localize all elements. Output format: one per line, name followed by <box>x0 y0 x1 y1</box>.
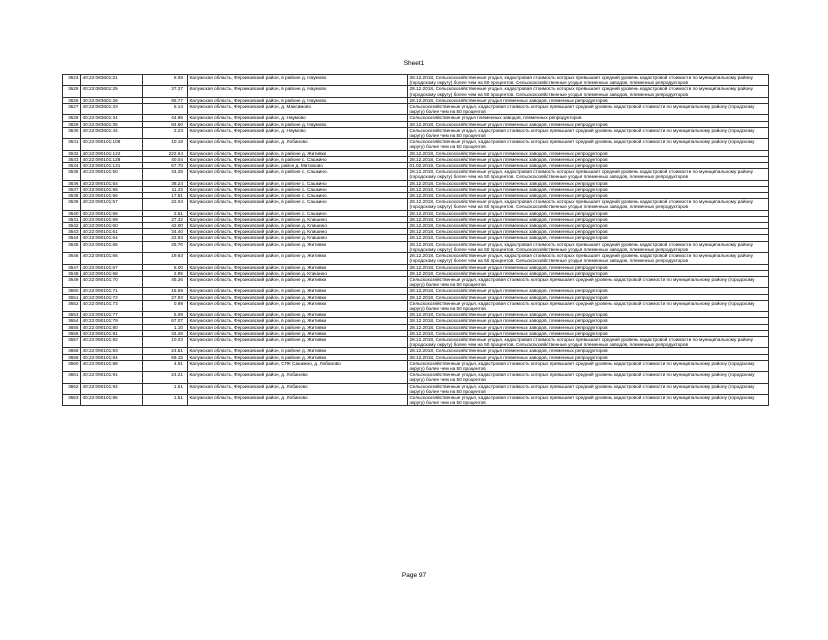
address-cell: Калужская область, Ферзиковский район, в районе с. Сашкино <box>188 186 408 192</box>
address-cell: Калужская область, Ферзиковский район, в районе д. Житивки <box>188 336 408 347</box>
cadastral-number-cell: 40:22:090101:128 <box>81 156 143 162</box>
description-cell: Сельскохозяйственные угодья, кадастровая стоимость которых превышает средний уровень кадастровой стоимости по муниципальному району (городскому округу) более чем на 50 процентов <box>408 300 769 311</box>
cadastral-number-cell: 40:22:090101:56 <box>81 193 143 199</box>
cadastral-number-cell: 40:22:090101:79 <box>81 318 143 324</box>
cadastral-number-cell: 40:22:090101:72 <box>81 294 143 300</box>
cadastral-number-cell: 40:22:090101:131 <box>81 163 143 169</box>
area-cell: 45.26 <box>143 276 188 287</box>
row-number-cell: 3628 <box>63 115 81 121</box>
row-number-cell: 3657 <box>63 336 81 347</box>
row-number-cell: 3633 <box>63 156 81 162</box>
row-number-cell: 3639 <box>63 199 81 210</box>
cadastral-number-cell: 40:22:090101:60 <box>81 223 143 229</box>
area-cell: 2.95 <box>143 270 188 276</box>
area-cell: 10.03 <box>143 336 188 347</box>
table-row <box>63 86 769 97</box>
cadastral-number-cell: 40:22:090101:64 <box>81 235 143 241</box>
area-cell: 44.95 <box>143 115 188 121</box>
cadastral-number-cell: 40:22:090101:68 <box>81 270 143 276</box>
table-row <box>63 276 769 287</box>
row-number-cell: 3632 <box>63 150 81 156</box>
address-cell: Калужская область, Ферзиковский район, в районе д. Наумово <box>188 86 408 97</box>
description-cell: 28.12.2018, Сельскохозяйственные угодья племенных заводов, племенных репродукторов <box>408 156 769 162</box>
table-row <box>63 169 769 180</box>
address-cell: Калужская область, Ферзиковский район, в районе д. Клишино <box>188 223 408 229</box>
description-cell: 28.12.2018, Сельскохозяйственные угодья племенных заводов, племенных репродукторов <box>408 235 769 241</box>
description-cell: 28.12.2018, Сельскохозяйственные угодья племенных заводов, племенных репродукторов <box>408 348 769 354</box>
row-number-cell: 3642 <box>63 223 81 229</box>
description-cell: Сельскохозяйственные угодья, кадастровая стоимость которых превышает средний уровень кадастровой стоимости по муниципальному району (городскому округу) более чем на 50 процентов <box>408 372 769 383</box>
address-cell: Калужская область, Ферзиковский район, в районе д. Наумово <box>188 75 408 86</box>
description-cell: 28.12.2018, Сельскохозяйственные угодья племенных заводов, племенных репродукторов <box>408 193 769 199</box>
address-cell: Калужская область, Ферзиковский район, в районе д. Клишино <box>188 216 408 222</box>
cadastral-number-cell: 40:22:090101:96 <box>81 394 143 405</box>
cadastral-number-cell: 40:22:090101:54 <box>81 180 143 186</box>
cadastral-number-cell: 40:22:090101:84 <box>81 354 143 360</box>
area-cell: 22.04 <box>143 199 188 210</box>
description-cell: 28.12.2018, Сельскохозяйственные угодья племенных заводов, племенных репродукторов <box>408 288 769 294</box>
area-cell: 34.40 <box>143 229 188 235</box>
area-cell: 6.08 <box>143 75 188 86</box>
cadastral-number-cell: 40:22:083601:26 <box>81 97 143 103</box>
address-cell: Калужская область, Ферзиковский район, д. Максимово <box>188 104 408 115</box>
row-number-cell: 3648 <box>63 270 81 276</box>
area-cell: 4.91 <box>143 360 188 371</box>
area-cell: 5.14 <box>143 104 188 115</box>
area-cell: 19.63 <box>143 253 188 264</box>
row-number-cell: 3655 <box>63 324 81 330</box>
description-cell: 28.12.2018, Сельскохозяйственные угодья племенных заводов, племенных репродукторов <box>408 180 769 186</box>
cadastral-number-cell: 40:22:090101:82 <box>81 336 143 347</box>
area-cell: 2.23 <box>143 127 188 138</box>
cadastral-number-cell: 40:22:090101:88 <box>81 360 143 371</box>
area-cell: 42.00 <box>143 223 188 229</box>
cadastral-number-cell: 40:22:083601:21 <box>81 75 143 86</box>
area-cell: 25.70 <box>143 241 188 252</box>
address-cell: Калужская область, Ферзиковский район, в районе с. Сашкино <box>188 180 408 186</box>
description-cell: 28.12.2018, Сельскохозяйственные угодья племенных заводов, племенных репродукторов <box>408 294 769 300</box>
area-cell: 1.51 <box>143 394 188 405</box>
row-number-cell: 3645 <box>63 241 81 252</box>
table-row <box>63 360 769 371</box>
area-cell: 2.61 <box>143 210 188 216</box>
address-cell: Калужская область, Ферзиковский район, в районе с. Сашкино <box>188 156 408 162</box>
address-cell: Калужская область, Ферзиковский район, в районе д. Клишино <box>188 235 408 241</box>
cadastral-number-cell: 40:22:090101:91 <box>81 372 143 383</box>
row-number-cell: 3640 <box>63 210 81 216</box>
area-cell: 11.43 <box>143 186 188 192</box>
address-cell: Калужская область, Ферзиковский район, в районе д. Клишино <box>188 229 408 235</box>
cadastral-number-cell: 40:22:090101:83 <box>81 348 143 354</box>
area-cell: 6.00 <box>143 264 188 270</box>
address-cell: Калужская область, Ферзиковский район, в районе д. Житивки <box>188 276 408 287</box>
cadastral-number-cell: 40:22:090101:70 <box>81 276 143 287</box>
address-cell: Калужская область, Ферзиковский район, д. Лобаново <box>188 394 408 405</box>
description-cell: 28.12.2018, Сельскохозяйственные угодья, кадастровая стоимость которых превышает средний уровень кадастровой стоимости по муниципальному району (городскому округу) более чем на 50 процентов. Сельскохозяйственные угодья племенных заводов, племенных репродукторов <box>408 169 769 180</box>
description-cell: 28.12.2018, Сельскохозяйственные угодья, кадастровая стоимость которых превышает средний уровень кадастровой стоимости по муниципальному району (городскому округу) более чем на 50 процентов. Сельскохозяйственные угодья племенных заводов, племенных репродукторов <box>408 241 769 252</box>
address-cell: Калужская область, Ферзиковский район, д. Лобаново <box>188 372 408 383</box>
table-row <box>63 127 769 138</box>
cadastral-number-cell: 40:22:090101:50 <box>81 169 143 180</box>
row-number-cell: 3647 <box>63 264 81 270</box>
area-cell: 0.89 <box>143 300 188 311</box>
address-cell: Калужская область, Ферзиковский район, д. Лобаново <box>188 139 408 150</box>
address-cell: Калужская область, Ферзиковский район, в районе д. Житивки <box>188 318 408 324</box>
cadastral-number-cell: 40:22:083601:33 <box>81 104 143 115</box>
row-number-cell: 3626 <box>63 97 81 103</box>
row-number-cell: 3637 <box>63 186 81 192</box>
table-row <box>63 300 769 311</box>
row-number-cell: 3660 <box>63 360 81 371</box>
description-cell: Сельскохозяйственные угодья племенных заводов, племенных репродукторов <box>408 115 769 121</box>
description-cell: 28.12.2018, Сельскохозяйственные угодья, кадастровая стоимость которых превышает средний уровень кадастровой стоимости по муниципальному району (городскому округу) более чем на 50 процентов. Сельскохозяйственные угодья племенных заводов, племенных репродукторов <box>408 336 769 347</box>
row-number-cell: 3635 <box>63 169 81 180</box>
row-number-cell: 3658 <box>63 348 81 354</box>
area-cell: 1.51 <box>143 383 188 394</box>
area-cell: 67.70 <box>143 163 188 169</box>
row-number-cell: 3651 <box>63 294 81 300</box>
description-cell: 28.12.2018, Сельскохозяйственные угодья племенных заводов, племенных репродукторов <box>408 186 769 192</box>
area-cell: 17.81 <box>143 193 188 199</box>
description-cell: 28.12.2018, Сельскохозяйственные угодья, кадастровая стоимость которых превышает средний уровень кадастровой стоимости по муниципальному району (городскому округу) более чем на 50 процентов. Сельскохозяйственные угодья племенных заводов, племенных репродукторов <box>408 75 769 86</box>
description-cell: 28.12.2018, Сельскохозяйственные угодья племенных заводов, племенных репродукторов <box>408 121 769 127</box>
cadastral-number-cell: 40:22:090101:58 <box>81 210 143 216</box>
cadastral-number-cell: 40:22:090101:66 <box>81 253 143 264</box>
address-cell: Калужская область, Ферзиковский район, в районе д. Житивки <box>188 241 408 252</box>
row-number-cell: 3662 <box>63 383 81 394</box>
description-cell: 28.12.2018, Сельскохозяйственные угодья племенных заводов, племенных репродукторов <box>408 210 769 216</box>
table-row <box>63 336 769 347</box>
description-cell: 28.12.2018, Сельскохозяйственные угодья племенных заводов, племенных репродукторов <box>408 223 769 229</box>
table-row <box>63 394 769 405</box>
description-cell: 28.12.2018, Сельскохозяйственные угодья, кадастровая стоимость которых превышает средний уровень кадастровой стоимости по муниципальному району (городскому округу) более чем на 50 процентов. Сельскохозяйственные угодья племенных заводов, племенных репродукторов <box>408 86 769 97</box>
row-number-cell: 3631 <box>63 139 81 150</box>
row-number-cell: 3659 <box>63 354 81 360</box>
cadastral-number-cell: 40:22:090101:67 <box>81 264 143 270</box>
page-number: Page 97 <box>401 572 427 579</box>
row-number-cell: 3643 <box>63 229 81 235</box>
address-cell: Калужская область, Ферзиковский район, в районе д. Житивки <box>188 288 408 294</box>
table-row <box>63 139 769 150</box>
address-cell: Калужская область, Ферзиковский район, в районе д. Наумово <box>188 121 408 127</box>
cadastral-number-cell: 40:22:090101:77 <box>81 312 143 318</box>
address-cell: Калужская область, Ферзиковский район, в районе д. Житивки <box>188 330 408 336</box>
cadastral-number-cell: 40:22:090101:80 <box>81 324 143 330</box>
row-number-cell: 3656 <box>63 330 81 336</box>
row-number-cell: 3630 <box>63 127 81 138</box>
description-cell: 28.12.2018, Сельскохозяйственные угодья племенных заводов, племенных репродукторов <box>408 97 769 103</box>
area-cell: 85.77 <box>143 97 188 103</box>
land-plots-table <box>62 74 769 406</box>
address-cell: Калужская область, Ферзиковский район, в районе с. Сашкино. <box>188 169 408 180</box>
area-cell: 1.10 <box>143 324 188 330</box>
row-number-cell: 3624 <box>63 75 81 86</box>
address-cell: Калужская область, Ферзиковский район, в районе д. Житивки <box>188 348 408 354</box>
table-row <box>63 104 769 115</box>
row-number-cell: 3625 <box>63 86 81 97</box>
row-number-cell: 3638 <box>63 193 81 199</box>
description-cell: Сельскохозяйственные угодья, кадастровая стоимость которых превышает средний уровень кадастровой стоимости по муниципальному району (городскому округу) более чем на 50 процентов <box>408 383 769 394</box>
description-cell: Сельскохозяйственные угодья, кадастровая стоимость которых превышает средний уровень кадастровой стоимости по муниципальному району (городскому округу) более чем на 50 процентов <box>408 276 769 287</box>
description-cell: 28.12.2018, Сельскохозяйственные угодья племенных заводов, племенных репродукторов <box>408 354 769 360</box>
address-cell: Калужская область, Ферзиковский район, в районе с. Сашкино <box>188 210 408 216</box>
address-cell: Калужская область, Ферзиковский район, в районе д. Житивки <box>188 264 408 270</box>
address-cell: Калужская область, Ферзиковский район, в районе с. Сашкино <box>188 199 408 210</box>
description-cell: Сельскохозяйственные угодья, кадастровая стоимость которых превышает средний уровень кадастровой стоимости по муниципальному району (городскому округу) более чем на 50 процентов <box>408 104 769 115</box>
description-cell: Сельскохозяйственные угодья, кадастровая стоимость которых превышает средний уровень кадастровой стоимости по муниципальному району (городскому округу) более чем на 50 процентов <box>408 394 769 405</box>
address-cell: Калужская область, Ферзиковский район, в районе д. Житивки <box>188 324 408 330</box>
cadastral-number-cell: 40:22:083601:35 <box>81 121 143 127</box>
row-number-cell: 3653 <box>63 312 81 318</box>
row-number-cell: 3634 <box>63 163 81 169</box>
description-cell: 28.12.2018, Сельскохозяйственные угодья племенных заводов, племенных репродукторов <box>408 150 769 156</box>
description-cell: 28.12.2018, Сельскохозяйственные угодья племенных заводов, племенных репродукторов <box>408 312 769 318</box>
description-cell: 01.02.2019, Сельскохозяйственные угодья племенных заводов, племенных репродукторов <box>408 163 769 169</box>
area-cell: 24.21 <box>143 372 188 383</box>
area-cell: 37.27 <box>143 86 188 97</box>
row-number-cell: 3652 <box>63 300 81 311</box>
area-cell: 10.18 <box>143 139 188 150</box>
table-row <box>63 75 769 86</box>
address-cell: Калужская область, Ферзиковский район, район д. Митюково <box>188 163 408 169</box>
cadastral-number-cell: 40:22:090101:55 <box>81 186 143 192</box>
area-cell: 34.25 <box>143 169 188 180</box>
cadastral-number-cell: 40:22:090101:71 <box>81 288 143 294</box>
cadastral-number-cell: 40:22:090101:59 <box>81 216 143 222</box>
cadastral-number-cell: 40:22:090101:108 <box>81 139 143 150</box>
address-cell: Калужская область, Ферзиковский район, СПК Сашкино, д. Лобаново <box>188 360 408 371</box>
area-cell: 34.26 <box>143 330 188 336</box>
row-number-cell: 3654 <box>63 318 81 324</box>
row-number-cell: 3663 <box>63 394 81 405</box>
description-cell: 28.12.2018, Сельскохозяйственные угодья племенных заводов, племенных репродукторов <box>408 318 769 324</box>
sheet-title: Sheet1 <box>403 60 425 67</box>
address-cell: Калужская область, Ферзиковский район, д. Лобаново <box>188 383 408 394</box>
row-number-cell: 3641 <box>63 216 81 222</box>
area-cell: 69.15 <box>143 354 188 360</box>
address-cell: Калужская область, Ферзиковский район, в районе д. Житивки <box>188 300 408 311</box>
cadastral-number-cell: 40:22:090101:57 <box>81 199 143 210</box>
table-row <box>63 383 769 394</box>
row-number-cell: 3627 <box>63 104 81 115</box>
row-number-cell: 3646 <box>63 253 81 264</box>
cadastral-number-cell: 40:22:090101:73 <box>81 300 143 311</box>
cadastral-number-cell: 40:22:090101:122 <box>81 150 143 156</box>
area-cell: 5.09 <box>143 312 188 318</box>
address-cell: Калужская область, Ферзиковский район, д. Наумово <box>188 127 408 138</box>
table-row <box>63 199 769 210</box>
area-cell: 22.93 <box>143 235 188 241</box>
description-cell: 28.12.2018, Сельскохозяйственные угодья племенных заводов, племенных репродукторов <box>408 270 769 276</box>
address-cell: Калужская область, Ферзиковский район, в районе д. Житивки <box>188 354 408 360</box>
area-cell: 27.42 <box>143 216 188 222</box>
description-cell: Сельскохозяйственные угодья, кадастровая стоимость которых превышает средний уровень кадастровой стоимости по муниципальному району (городскому округу) более чем на 50 процентов <box>408 139 769 150</box>
description-cell: 28.12.2018, Сельскохозяйственные угодья, кадастровая стоимость которых превышает средний уровень кадастровой стоимости по муниципальному району (городскому округу) более чем на 50 процентов. Сельскохозяйственные угодья племенных заводов, племенных репродукторов <box>408 199 769 210</box>
address-cell: Калужская область, Ферзиковский район, в районе д. Житивки <box>188 294 408 300</box>
description-cell: Сельскохозяйственные угодья, кадастровая стоимость которых превышает средний уровень кадастровой стоимости по муниципальному району (городскому округу) более чем на 50 процентов <box>408 127 769 138</box>
address-cell: Калужская область, Ферзиковский район, в районе с. Сашкино <box>188 193 408 199</box>
area-cell: 84.60 <box>143 121 188 127</box>
row-number-cell: 3636 <box>63 180 81 186</box>
row-number-cell: 3644 <box>63 235 81 241</box>
cadastral-number-cell: 40:22:090101:65 <box>81 241 143 252</box>
area-cell: 27.93 <box>143 294 188 300</box>
table-body <box>63 75 769 406</box>
cadastral-number-cell: 40:22:083601:25 <box>81 86 143 97</box>
address-cell: Калужская область, Ферзиковский район, в районе д. Житивки <box>188 150 408 156</box>
address-cell: Калужская область, Ферзиковский район, д. Наумово <box>188 115 408 121</box>
table-row <box>63 241 769 252</box>
description-cell: Сельскохозяйственные угодья, кадастровая стоимость которых превышает средний уровень кадастровой стоимости по муниципальному району (городскому округу) более чем на 50 процентов <box>408 360 769 371</box>
address-cell: Калужская область, Ферзиковский район, в районе д. Наумово <box>188 97 408 103</box>
description-cell: 28.12.2018, Сельскохозяйственные угодья племенных заводов, племенных репродукторов <box>408 330 769 336</box>
cadastral-number-cell: 40:22:083601:44 <box>81 127 143 138</box>
row-number-cell: 3649 <box>63 276 81 287</box>
cadastral-number-cell: 40:22:090101:81 <box>81 330 143 336</box>
address-cell: Калужская область, Ферзиковский район, в районе д. Клишино <box>188 270 408 276</box>
cadastral-number-cell: 40:22:090101:61 <box>81 229 143 235</box>
cadastral-number-cell: 40:22:083601:34 <box>81 115 143 121</box>
row-number-cell: 3661 <box>63 372 81 383</box>
description-cell: 28.12.2018, Сельскохозяйственные угодья, кадастровая стоимость которых превышает средний уровень кадастровой стоимости по муниципальному району (городскому округу) более чем на 50 процентов. Сельскохозяйственные угодья племенных заводов, племенных репродукторов <box>408 253 769 264</box>
description-cell: 28.12.2018, Сельскохозяйственные угодья племенных заводов, племенных репродукторов <box>408 229 769 235</box>
description-cell: 28.12.2018, Сельскохозяйственные угодья племенных заводов, племенных репродукторов <box>408 264 769 270</box>
address-cell: Калужская область, Ферзиковский район, в районе д. Житивки <box>188 253 408 264</box>
address-cell: Калужская область, Ферзиковский район, в районе д. Житивки <box>188 312 408 318</box>
row-number-cell: 3629 <box>63 121 81 127</box>
table-row <box>63 253 769 264</box>
table-row <box>63 372 769 383</box>
area-cell: 16.59 <box>143 288 188 294</box>
description-cell: 28.12.2018, Сельскохозяйственные угодья племенных заводов, племенных репродукторов <box>408 324 769 330</box>
description-cell: 28.12.2018, Сельскохозяйственные угодья племенных заводов, племенных репродукторов <box>408 216 769 222</box>
area-cell: 24.61 <box>143 348 188 354</box>
cadastral-number-cell: 40:22:090101:94 <box>81 383 143 394</box>
row-number-cell: 3650 <box>63 288 81 294</box>
area-cell: 222.64 <box>143 150 188 156</box>
area-cell: 40.04 <box>143 156 188 162</box>
area-cell: 38.24 <box>143 180 188 186</box>
area-cell: 67.07 <box>143 318 188 324</box>
